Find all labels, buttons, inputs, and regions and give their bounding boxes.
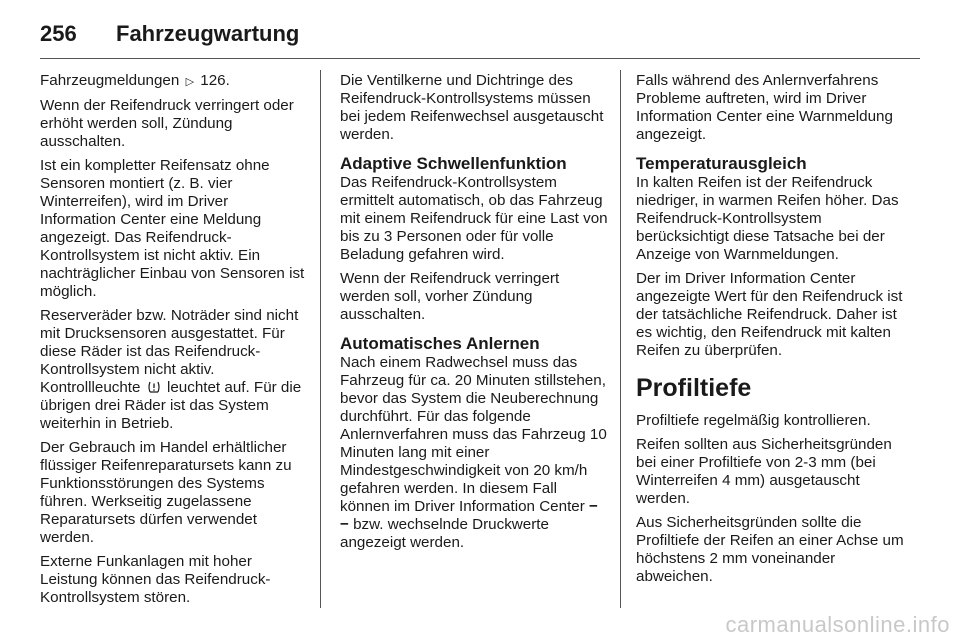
column-divider: [320, 70, 321, 608]
paragraph: Reifen sollten aus Sicherheitsgründen bei einer Profiltiefe von 2-3 mm (bei Winterreifen 4 mm) ausgetauscht werden.: [636, 436, 892, 507]
paragraph-text: Reserveräder bzw. Noträder sind nicht mit Drucksensoren ausgestattet. Für diese Räder ist das Reifendruck-Kontrollsystem nicht aktiv. Kontrollleuchte: [40, 307, 299, 396]
page-reference-arrow-icon: ▷: [185, 76, 195, 88]
section-heading: Automatisches Anlernen: [340, 334, 540, 353]
paragraph: Externe Funkanlagen mit hoher Leistung können das Reifendruck-Kontrollsystem stören.: [40, 553, 271, 606]
paragraph: Wenn der Reifendruck verringert werden soll, vorher Zündung ausschalten.: [340, 270, 560, 323]
column-divider: [620, 70, 621, 608]
page-reference[interactable]: 126.: [200, 72, 230, 89]
watermark: carmanualsonline.info: [725, 612, 950, 637]
page-number: 256: [40, 21, 77, 46]
section-heading: Adaptive Schwellenfunktion: [340, 154, 567, 173]
tire-pressure-warning-icon: [147, 380, 161, 394]
paragraph: Der Gebrauch im Handel erhältlicher flüssiger Reifenreparatursets kann zu Funktionsstörungen des Systems führen. Werkseitig zugelassene Reparatursets dürfen verwendet werden.: [40, 439, 292, 546]
paragraph: [340, 354, 608, 552]
column-3: [636, 72, 906, 592]
paragraph: Die Ventilkerne und Dichtringe des Reifendruck-Kontrollsystems müssen bei jedem Reifenwechsel ausgetauscht werden.: [340, 72, 604, 143]
paragraph-text: bzw. wechselnde Druckwerte angezeigt werden.: [340, 516, 549, 551]
section-heading: Temperaturausgleich: [636, 154, 807, 173]
paragraph: Aus Sicherheitsgründen sollte die Profiltiefe der Reifen an einer Achse um höchstens 2 mm voneinander abweichen.: [636, 514, 904, 585]
paragraph: In kalten Reifen ist der Reifendruck niedriger, in warmen Reifen höher. Das Reifendruck-Kontrollsystem berücksichtigt diese Tatsache bei der Anzeige von Warnmeldungen.: [636, 174, 899, 263]
paragraph: [40, 307, 308, 433]
paragraph: Wenn der Reifendruck verringert oder erhöht werden soll, Zündung ausschalten.: [40, 97, 294, 150]
paragraph: Der im Driver Information Center angezeigte Wert für den Reifendruck ist der tatsächliche Reifendruck. Daher ist es wichtig, den Reifendruck mit kalten Reifen zu überprüfen.: [636, 270, 903, 359]
column-2: [340, 72, 608, 558]
paragraph-text: Nach einem Radwechsel muss das Fahrzeug für ca. 20 Minuten stillstehen, bevor das System die Neuberechnung durchführt. Für das folgende Anlernverfahren muss das Fahrzeug 10 Minuten lang mit einer Mindestgeschwindigkeit von 20 km/h gefahren werden. In diesem Fall können im Driver Information Center: [340, 354, 607, 515]
paragraph: Das Reifendruck-Kontrollsystem ermittelt automatisch, ob das Fahrzeug mit einem Reifendruck für eine Last von bis zu 3 Personen oder für volle Beladung gefahren wird.: [340, 174, 608, 263]
paragraph: Ist ein kompletter Reifensatz ohne Sensoren montiert (z. B. vier Winterreifen), wird im Driver Information Center eine Meldung angezeigt. Das Reifendruck-Kontrollsystem ist nicht aktiv. Ein nachträglicher Einbau von Sensoren ist möglich.: [40, 157, 305, 300]
column-1: [40, 72, 308, 613]
header-divider: [40, 58, 920, 59]
cross-reference-text: Fahrzeugmeldungen: [40, 72, 180, 89]
chapter-heading: Profiltiefe: [636, 374, 752, 402]
page-title: Fahrzeugwartung: [116, 21, 300, 46]
paragraph: Falls während des Anlernverfahrens Probleme auftreten, wird im Driver Information Center eine Warnmeldung angezeigt.: [636, 72, 893, 143]
paragraph-text: leuchtet auf. Für die übrigen drei Räder ist das System weiterhin in Betrieb.: [40, 379, 302, 432]
dash-display-symbol: − −: [340, 498, 598, 533]
paragraph: Profiltiefe regelmäßig kontrollieren.: [636, 412, 871, 429]
paragraph: [40, 72, 308, 91]
page-header: [40, 14, 920, 54]
